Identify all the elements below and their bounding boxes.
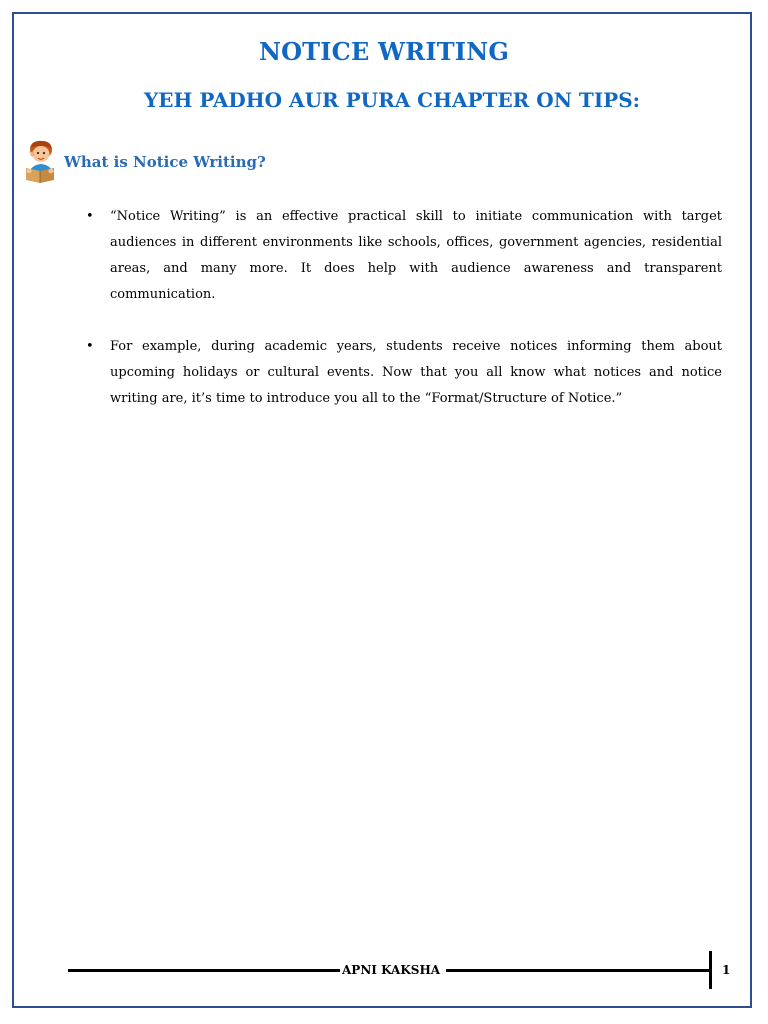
section-heading	[20, 138, 266, 184]
bullet-marker: •	[86, 209, 94, 224]
footer-rule-left	[68, 969, 340, 972]
page-title: NOTICE WRITING	[258, 37, 510, 66]
bullet-list	[80, 204, 722, 438]
footer-brand: APNI KAKSHA	[342, 963, 441, 977]
list-item	[80, 204, 722, 308]
list-item	[80, 334, 722, 412]
section-heading-text: What is Notice Writing?	[64, 153, 266, 171]
footer-rule-right	[446, 969, 710, 972]
bullet-text: “Notice Writing” is an effective practical skill to initiate communication with target audiences in different environments like schools, offices, government agencies, residential areas, and many more. It does help with audience awareness and transparent communication.	[110, 209, 722, 302]
boy-reading-book-icon	[20, 138, 60, 184]
footer-divider	[709, 951, 712, 989]
page-subtitle: YEH PADHO AUR PURA CHAPTER ON TIPS:	[143, 88, 641, 112]
page-number: 1	[722, 963, 731, 977]
bullet-text: For example, during academic years, students receive notices informing them about upcoming holidays or cultural events. Now that you all know what notices and notice writing are, it’s time to introduce you all to the “Format/Structure of Notice.”	[110, 339, 722, 406]
bullet-marker: •	[86, 339, 94, 354]
